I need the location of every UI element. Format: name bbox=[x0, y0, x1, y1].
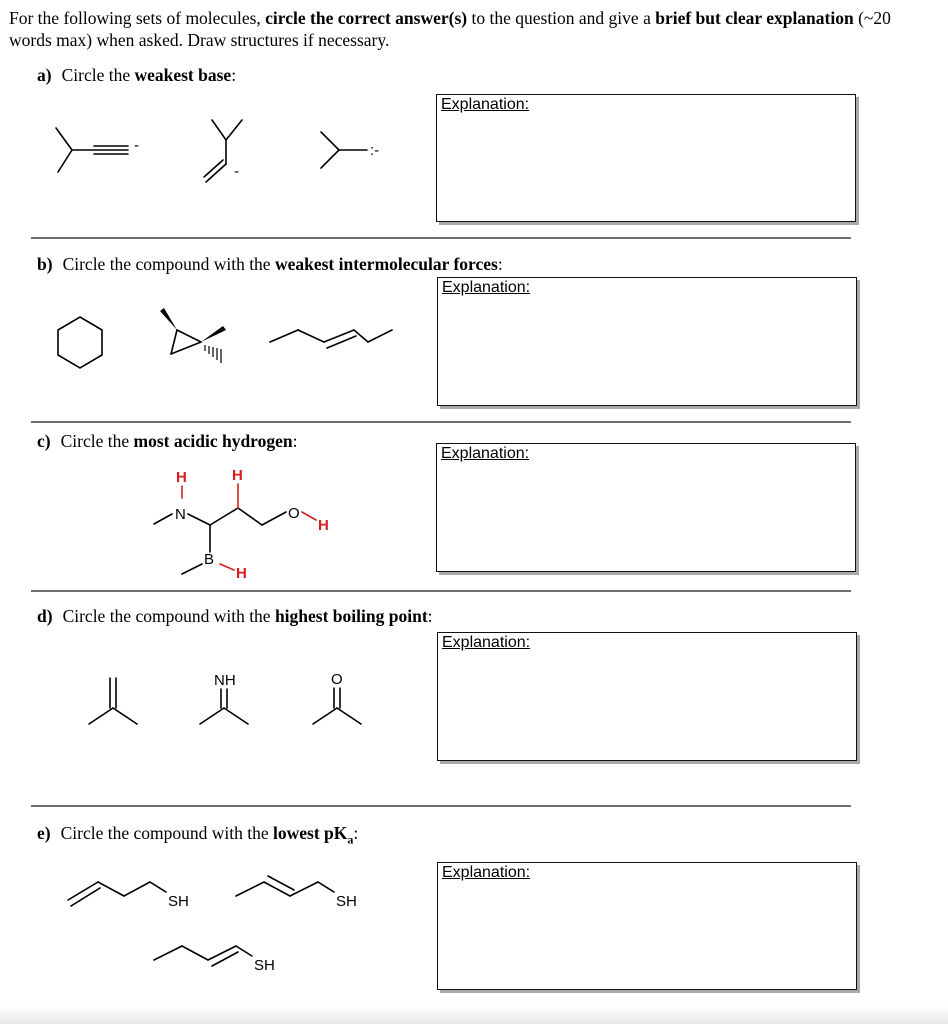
explanation-box-b[interactable] bbox=[437, 277, 857, 406]
molecule-e-thiol-2[interactable] bbox=[232, 870, 372, 914]
question-b-title: b) Circle the compound with the weakest intermolecular forces: bbox=[37, 254, 503, 274]
explanation-box-c[interactable] bbox=[436, 443, 856, 572]
explanation-box-a[interactable] bbox=[436, 94, 856, 222]
nitrogen-atom: N bbox=[175, 506, 186, 523]
explanation-box-e[interactable] bbox=[437, 862, 857, 990]
question-a-title: a) Circle the weakest base: bbox=[37, 65, 237, 85]
explanation-label: Explanation: bbox=[442, 864, 531, 881]
molecule-d-imine[interactable] bbox=[196, 672, 266, 732]
oxygen-atom: O bbox=[288, 505, 300, 522]
hydrogen-on-carbon[interactable]: H bbox=[232, 467, 243, 484]
section-divider bbox=[31, 421, 851, 423]
molecule-a-carbanion[interactable] bbox=[315, 128, 405, 178]
hydrogen-on-nitrogen[interactable]: H bbox=[176, 469, 187, 486]
section-divider bbox=[31, 590, 851, 592]
hydrogen-on-boron[interactable]: H bbox=[236, 565, 247, 582]
molecule-d-ketone[interactable] bbox=[308, 668, 372, 732]
thiol-label: SH bbox=[168, 893, 189, 910]
molecule-b-cyclohexane[interactable] bbox=[52, 315, 108, 371]
charge-minus: - bbox=[134, 137, 139, 154]
explanation-box-d[interactable] bbox=[437, 632, 857, 761]
thiol-label: SH bbox=[336, 893, 357, 910]
ketone-oxygen-label: O bbox=[331, 671, 343, 688]
charge-minus: - bbox=[234, 163, 239, 180]
hydrogen-on-oxygen[interactable]: H bbox=[318, 517, 329, 534]
question-c-title: c) Circle the most acidic hydrogen: bbox=[37, 431, 298, 451]
molecule-e-thiol-3[interactable] bbox=[150, 934, 290, 978]
section-divider bbox=[31, 805, 851, 807]
molecule-d-alkene[interactable] bbox=[85, 672, 145, 732]
molecule-a-alkynide[interactable] bbox=[50, 120, 160, 180]
question-d-title: d) Circle the compound with the highest boiling point: bbox=[37, 606, 433, 626]
molecule-b-hexene[interactable] bbox=[268, 320, 398, 356]
page-bottom-edge bbox=[0, 1006, 948, 1024]
thiol-label: SH bbox=[254, 957, 275, 974]
molecule-b-cyclopropane[interactable] bbox=[155, 302, 235, 372]
boron-atom: B bbox=[204, 551, 215, 568]
question-e-title: e) Circle the compound with the lowest $pK_a$: bbox=[37, 823, 359, 847]
section-divider bbox=[31, 237, 851, 239]
lone-pair-charge: :- bbox=[370, 142, 380, 159]
explanation-label: Explanation: bbox=[442, 634, 531, 651]
instructions: For the following sets of molecules, circle the correct answer(s) to the question and give a brief but clear explanation (~20 words max) when asked. Draw structures if necessary. bbox=[9, 8, 891, 50]
molecule-e-thiol-1[interactable] bbox=[64, 870, 204, 914]
molecule-a-vinyl-anion[interactable] bbox=[198, 112, 268, 192]
explanation-label: Explanation: bbox=[441, 96, 530, 113]
explanation-label: Explanation: bbox=[441, 445, 530, 462]
imine-nh-label: NH bbox=[214, 672, 236, 689]
explanation-label: Explanation: bbox=[442, 279, 531, 296]
molecule-c-multi-hydrogen[interactable] bbox=[140, 460, 360, 590]
